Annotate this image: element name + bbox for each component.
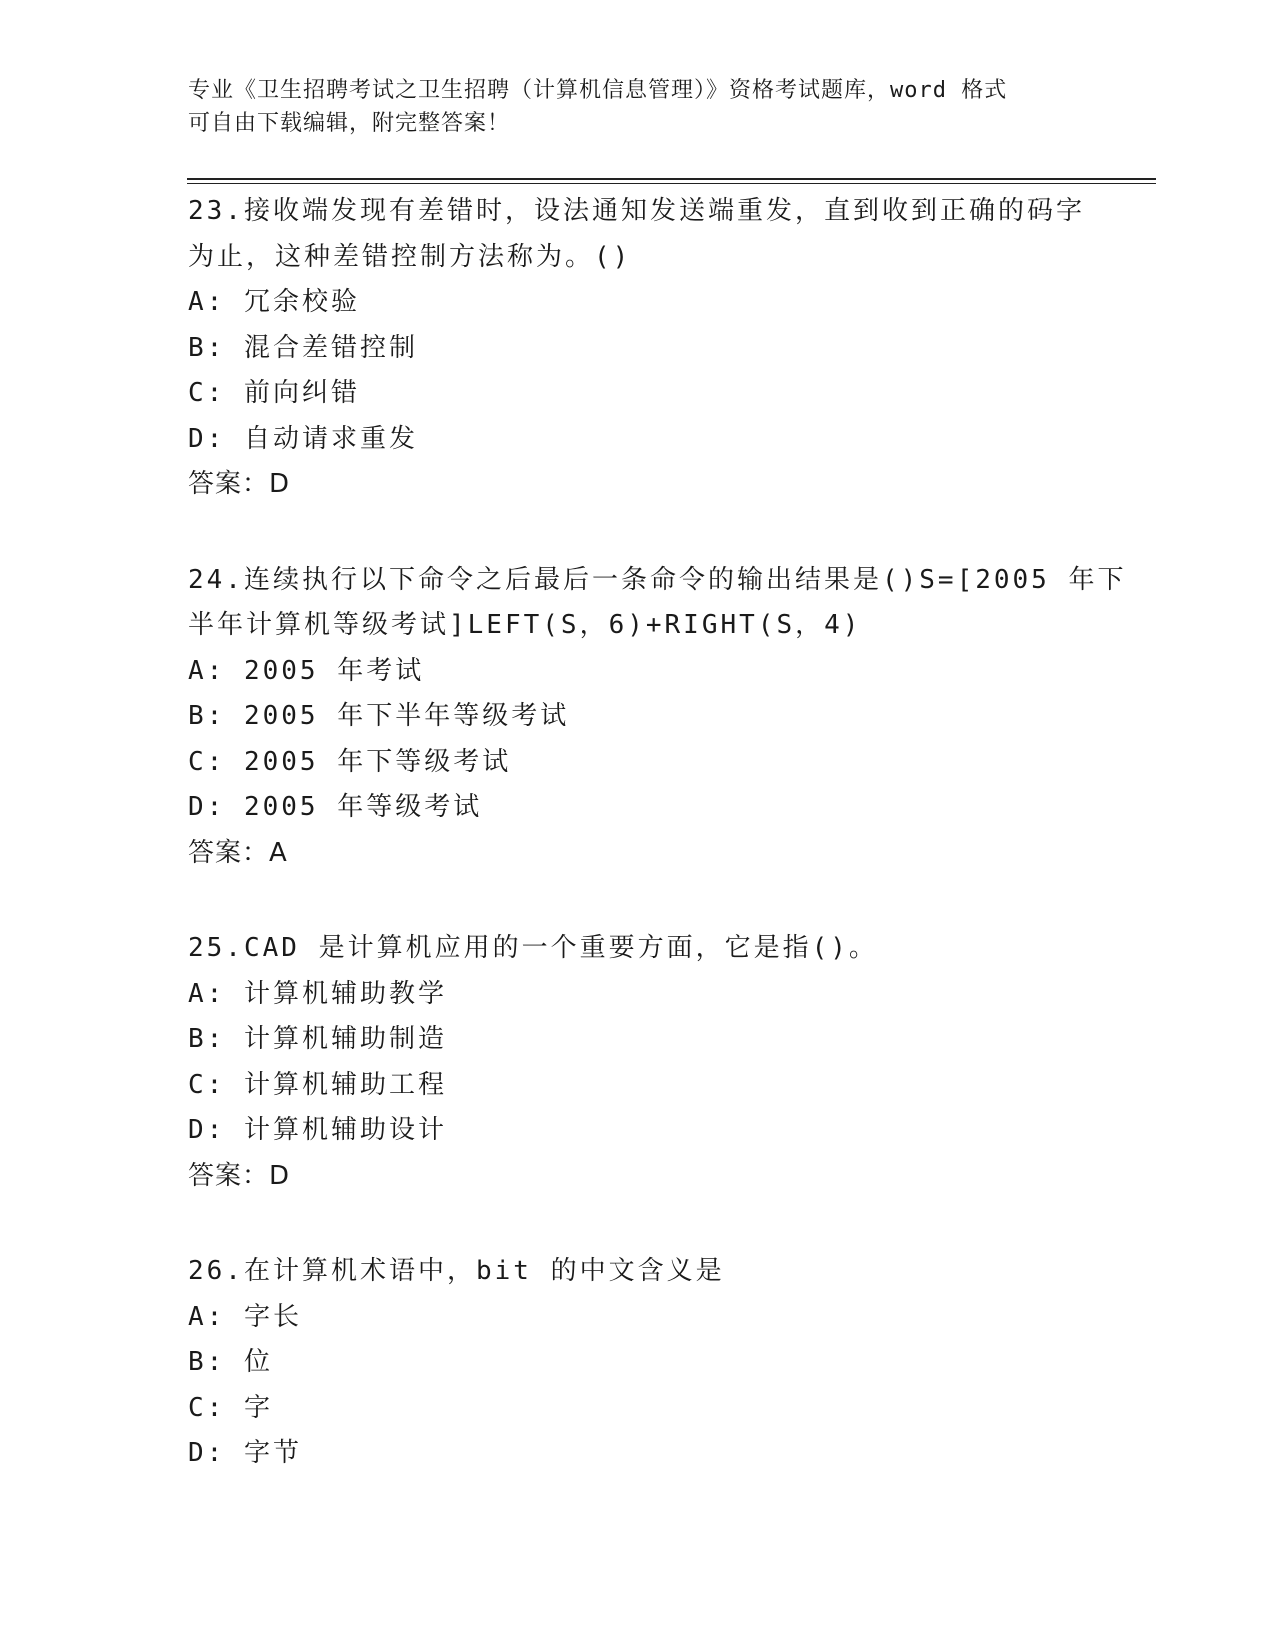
option-a: A: 冗余校验 <box>188 287 360 317</box>
question-stem-line-1: 26.在计算机术语中，bit 的中文含义是 <box>188 1256 725 1286</box>
option-b: B: 混合差错控制 <box>188 332 418 363</box>
question-24 <box>188 558 1127 877</box>
option-c: C: 2005 年下等级考试 <box>188 746 512 777</box>
option-b: B: 计算机辅助制造 <box>188 1024 447 1054</box>
option-d: D: 字节 <box>188 1438 302 1468</box>
option-b: B: 位 <box>188 1347 273 1377</box>
question-26 <box>188 1249 1088 1477</box>
question-stem-line-1: 25.CAD 是计算机应用的一个重要方面，它是指()。 <box>188 933 878 963</box>
option-c: C: 计算机辅助工程 <box>188 1069 447 1100</box>
option-a: A: 字长 <box>188 1301 302 1332</box>
question-list <box>188 189 1127 1527</box>
question-stem-line-2: 半年计算机等级考试]LEFT(S，6)+RIGHT(S，4) <box>188 610 862 640</box>
question-stem-line-1: 24.连续执行以下命令之后最后一条命令的输出结果是()S=[2005 年下 <box>188 564 1127 595</box>
header-line-2: 可自由下载编辑，附完整答案！ <box>188 111 511 136</box>
option-c: C: 前向纠错 <box>188 378 360 408</box>
answer-line: 答案：D <box>188 1160 291 1191</box>
option-c: C: 字 <box>188 1392 273 1423</box>
header-divider-thin <box>187 183 1156 184</box>
question-23 <box>188 189 1088 508</box>
option-d: D: 自动请求重发 <box>188 423 418 454</box>
header-divider-thick <box>187 178 1156 180</box>
option-a: A: 计算机辅助教学 <box>188 978 447 1009</box>
question-stem-line-1: 23.接收端发现有差错时，设法通知发送端重发，直到收到正确的码字 <box>188 196 1085 226</box>
answer-line: 答案：D <box>188 469 291 499</box>
document-header <box>188 74 1088 140</box>
option-a: A: 2005 年考试 <box>188 655 425 686</box>
question-stem-line-2: 为止，这种差错控制方法称为。() <box>188 241 632 272</box>
option-d: D: 2005 年等级考试 <box>188 792 483 822</box>
header-line-1: 专业《卫生招聘考试之卫生招聘（计算机信息管理）》资格考试题库，word 格式 <box>188 78 1008 103</box>
answer-line: 答案：A <box>188 837 288 868</box>
option-d: D: 计算机辅助设计 <box>188 1115 447 1145</box>
question-25 <box>188 926 1088 1199</box>
option-b: B: 2005 年下半年等级考试 <box>188 701 570 731</box>
